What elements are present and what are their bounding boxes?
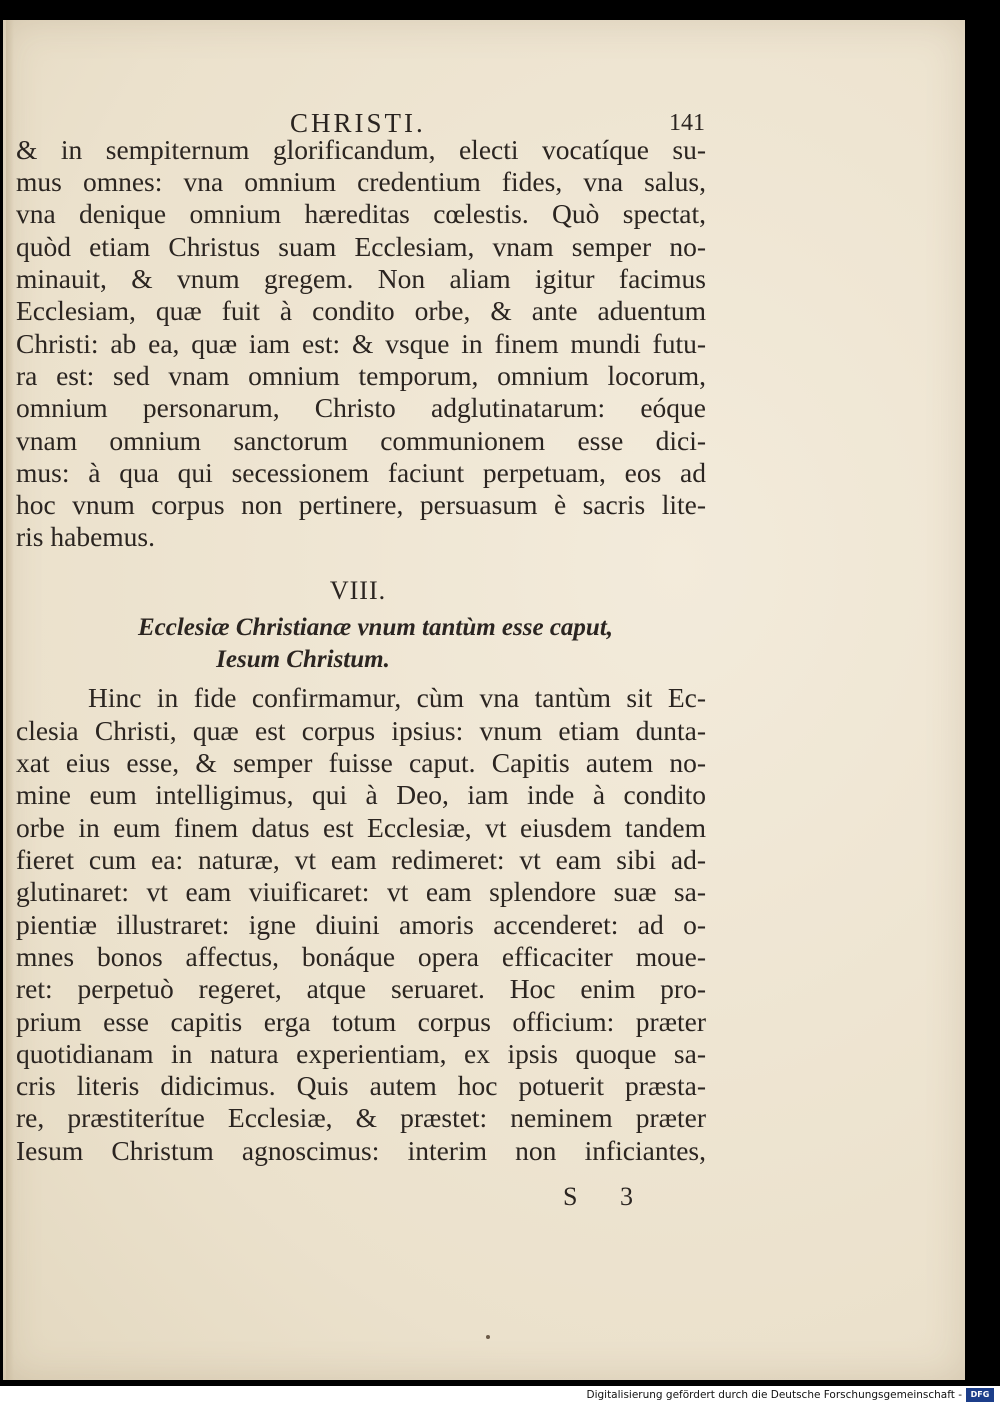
text-line: Hinc in fide confirmamur, cùm vna tantùm sit Ec-	[88, 682, 706, 713]
text-line: hoc vnum corpus non pertinere, persuasum è sacris lite-	[16, 489, 706, 520]
text-line: pientiæ illustraret: igne diuini amoris accenderet: ad o-	[16, 909, 706, 940]
section-heading: Iesum Christum.	[216, 646, 390, 673]
text-line: minauit, & vnum gregem. Non aliam igitur facimus	[16, 263, 706, 294]
text-line: orbe in eum finem datus est Ecclesiæ, vt eiusdem tandem	[16, 812, 706, 843]
signature-mark: S 3	[563, 1182, 651, 1211]
paper-speck	[486, 1335, 490, 1339]
text-line: ra est: sed vnam omnium temporum, omnium locorum,	[16, 360, 706, 391]
page-edge	[6, 20, 14, 1380]
text-line: Ecclesiam, quæ fuit à condito orbe, & ante aduentum	[16, 295, 706, 326]
text-line: mus: à qua qui secessionem faciunt perpetuam, eos ad	[16, 457, 706, 488]
text-line: Iesum Christum agnoscimus: interim non inficiantes,	[16, 1135, 706, 1166]
running-title: CHRISTI.	[290, 108, 426, 138]
text-line: mus omnes: vna omnium credentium fides, vna salus,	[16, 166, 706, 197]
text-line: & in sempiternum glorificandum, electi vocatíque su-	[16, 134, 706, 165]
text-line: quòd etiam Christus suam Ecclesiam, vnam semper no-	[16, 231, 706, 262]
page-number: 141	[669, 110, 705, 136]
section-number: VIII.	[329, 576, 387, 605]
text-line: Christi: ab ea, quæ iam est: & vsque in finem mundi futu-	[16, 328, 706, 359]
funding-credit: Digitalisierung gefördert durch die Deutsche Forschungsgemeinschaft -	[586, 1389, 962, 1401]
text-line: vna denique omnium hæreditas cœlestis. Quò spectat,	[16, 198, 706, 229]
text-line: ret: perpetuò regeret, atque seruaret. Hoc enim pro-	[16, 973, 706, 1004]
text-line: re, præstiterítue Ecclesiæ, & præstet: neminem præter	[16, 1102, 706, 1133]
text-line: mnes bonos affectus, bonáque opera efficaciter moue-	[16, 941, 706, 972]
text-line: ris habemus.	[16, 521, 156, 552]
text-line: xat eius esse, & semper fuisse caput. Capitis autem no-	[16, 747, 706, 778]
text-line: quotidianam in natura experientiam, ex ipsis quoque sa-	[16, 1038, 706, 1069]
text-line: vnam omnium sanctorum communionem esse dici-	[16, 425, 706, 456]
text-line: prium esse capitis erga totum corpus officium: præter	[16, 1006, 706, 1037]
text-line: glutinaret: vt eam viuificaret: vt eam splendore suæ sa-	[16, 876, 706, 907]
text-line: omnium personarum, Christo adglutinatarum: eóque	[16, 392, 706, 423]
section-heading: Ecclesiæ Christianæ vnum tantùm esse caput,	[137, 614, 614, 641]
text-line: cris literis didicimus. Quis autem hoc potuerit præsta-	[16, 1070, 706, 1101]
text-line: mine eum intelligimus, qui à Deo, iam inde à condito	[16, 779, 706, 810]
footer-bar	[0, 1386, 1000, 1405]
book-page	[3, 20, 965, 1380]
dfg-logo: DFG	[966, 1388, 994, 1402]
text-line: clesia Christi, quæ est corpus ipsius: vnum etiam dunta-	[16, 715, 706, 746]
text-line: fieret cum ea: naturæ, vt eam redimeret: vt eam sibi ad-	[16, 844, 706, 875]
